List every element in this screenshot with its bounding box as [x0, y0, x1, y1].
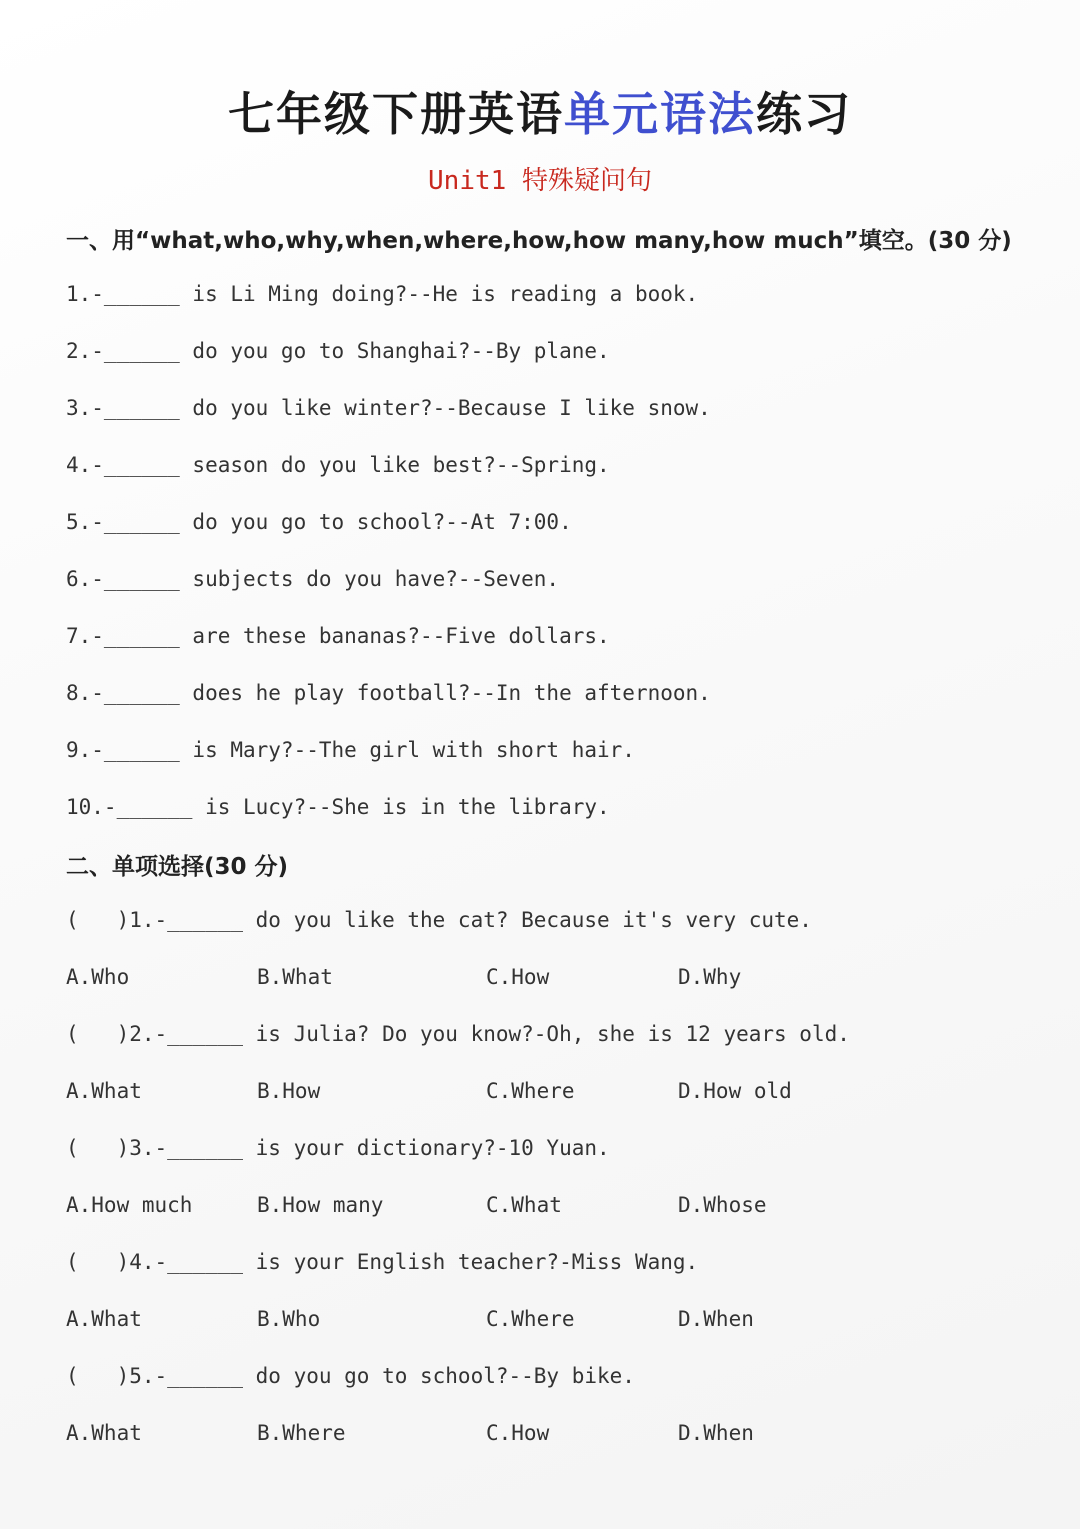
fill-blank-item-3: 3.-______ do you like winter?--Because I like snow. [66, 396, 711, 420]
q5-option-c: C.How [486, 1421, 550, 1445]
page-subtitle: Unit1 特殊疑问句 [428, 166, 652, 196]
fill-blank-item-9: 9.-______ is Mary?--The girl with short hair. [66, 738, 635, 762]
q4-option-b: B.Who [257, 1307, 321, 1331]
q2-option-d: D.How old [678, 1079, 792, 1103]
q3-option-a: A.How much [66, 1193, 193, 1217]
q4-option-d: D.When [678, 1307, 754, 1331]
q5-option-d: D.When [678, 1421, 754, 1445]
fill-blank-item-6: 6.-______ subjects do you have?--Seven. [66, 567, 560, 591]
q1-option-b: B.What [257, 965, 333, 989]
q3-option-d: D.Whose [678, 1193, 767, 1217]
section-1-heading: 一、用“what,who,why,when,where,how,how many,how much”填空。(30 分) [66, 228, 1012, 254]
choice-question-1: ( )1.-______ do you like the cat? Because it's very cute. [66, 908, 812, 932]
q4-option-a: A.What [66, 1307, 142, 1331]
title-part-3: 练习 [756, 87, 852, 141]
choice-question-2: ( )2.-______ is Julia? Do you know?-Oh, she is 12 years old. [66, 1022, 850, 1046]
fill-blank-item-10: 10.-______ is Lucy?--She is in the library. [66, 795, 610, 819]
page-title [0, 78, 1080, 144]
fill-blank-item-2: 2.-______ do you go to Shanghai?--By plane. [66, 339, 610, 363]
q2-option-b: B.How [257, 1079, 321, 1103]
q1-option-c: C.How [486, 965, 550, 989]
fill-blank-item-4: 4.-______ season do you like best?--Spring. [66, 453, 610, 477]
fill-blank-item-7: 7.-______ are these bananas?--Five dollars. [66, 624, 610, 648]
fill-blank-item-1: 1.-______ is Li Ming doing?--He is reading a book. [66, 282, 699, 306]
q1-option-d: D.Why [678, 965, 742, 989]
choice-question-4: ( )4.-______ is your English teacher?-Miss Wang. [66, 1250, 699, 1274]
q4-option-c: C.Where [486, 1307, 575, 1331]
q2-option-c: C.Where [486, 1079, 575, 1103]
q2-option-a: A.What [66, 1079, 142, 1103]
title-part-1: 七年级下册英语 [228, 87, 564, 141]
q5-option-b: B.Where [257, 1421, 346, 1445]
section-2-heading: 二、单项选择(30 分) [66, 854, 289, 880]
fill-blank-item-5: 5.-______ do you go to school?--At 7:00. [66, 510, 572, 534]
fill-blank-item-8: 8.-______ does he play football?--In the afternoon. [66, 681, 711, 705]
q3-option-b: B.How many [257, 1193, 384, 1217]
q1-option-a: A.Who [66, 965, 130, 989]
q5-option-a: A.What [66, 1421, 142, 1445]
title-part-2-highlight: 单元语法 [564, 87, 756, 141]
choice-question-5: ( )5.-______ do you go to school?--By bike. [66, 1364, 635, 1388]
q3-option-c: C.What [486, 1193, 562, 1217]
choice-question-3: ( )3.-______ is your dictionary?-10 Yuan. [66, 1136, 610, 1160]
